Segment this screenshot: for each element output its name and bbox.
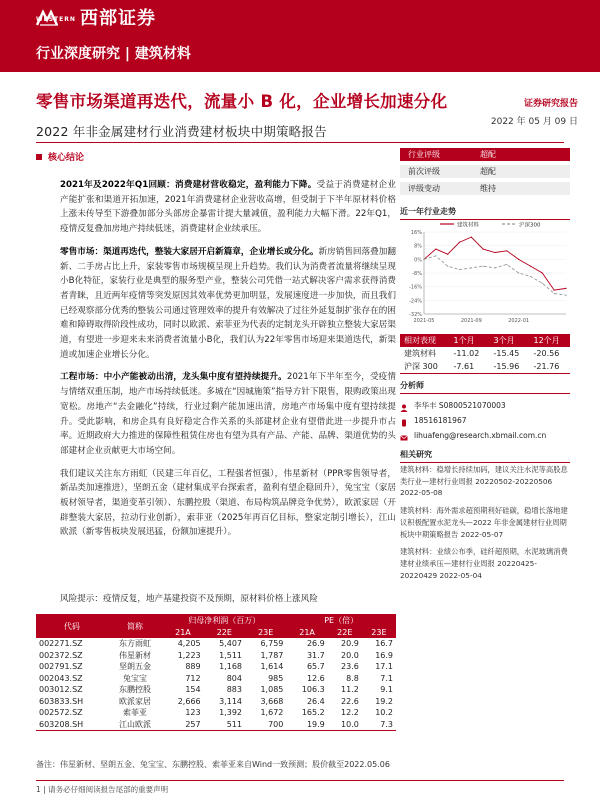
summary-paragraph [60,370,396,458]
table-cell: 兔宝宝 [123,673,148,683]
table-group-header: 归母净利润（百万） [162,614,286,626]
data-point [518,272,519,273]
summary-paragraph [60,178,396,237]
rating-box [400,148,570,195]
paragraph-lead: 2021年及2022年Q1回顾：消费建材营收稳定，盈利能力下降。 [60,180,317,190]
related-item[interactable]: 建筑材料：稳增长持续加码，建议关注水泥等高股息类行业—建材行业周报 20220502-20220506 2022-05-08 [400,465,568,498]
table-cell: 11.2 [341,685,359,695]
brand-english: WESTERN [36,16,76,23]
table-row [36,673,396,685]
series-line-building-materials [424,237,566,290]
rating-value: 维持 [480,184,496,193]
data-point [435,248,436,249]
analyst-phone-row [400,413,570,428]
rating-value: 超配 [480,150,496,159]
page-number: 1 [36,785,41,794]
table-header: 3个月 [490,334,530,347]
analyst-email-row [400,428,570,443]
paragraph-text: 受益于消费建材企业产能扩张和渠道开拓加速，2021年消费建材企业营收高增，但受制于下半年原材料价格上涨未传导至下游叠加部分头部房企暴雷计提大量减值，盈利能力大幅下滑。22年Q1，疫情反复叠加房地产持续低迷，消费建材企业续承压。 [60,180,396,235]
analyst-info [400,398,570,443]
table-header: 12个月 [530,334,571,347]
table-header: 代码 [36,614,108,638]
email-icon [400,432,408,440]
table-header: 22E [204,626,245,638]
paragraph-text: 新房销售回落叠加翻新、二手房占比上升，家装零售市场规模呈现上升趋势。我们认为消费者流量将继续呈现小B化特征，家装行业是典型的服务型产业，整装公司凭借一站式解决客户需求获得消费者青睐，且近两年疫情等突发原因其效率优势更加明显，发展速度进一步加快，而且我们已经观察部分优秀的整装公司通过管理效率的提升有效解决了过往外延复制扩张存在的困难和障碍取得阶段性成功，同时以欧派、索菲亚为代表的定制龙头开辟独立整装大家居渠道，有望进一步迎来未来消费者流量小B化，我们认为22年零售市场迎来渠道迭代，新渠道或加速企业增长分化。 [60,246,396,360]
table-note: 备注：伟星新材、坚朗五金、兔宝宝、东鹏控股、索菲亚来自Wind一致预测；股价截至2022.05.06 [36,760,390,769]
data-point [506,264,507,265]
y-tick-label: 8% [414,243,422,250]
related-item[interactable]: 建筑材料：业绩公布季，硅纤超预期，水泥玻璃消费建材业绩承压—建材行业周报 20220425-20220429 2022-05-04 [400,547,568,580]
rating-value: 超配 [480,167,496,176]
report-date: 2022 年 05 月 09 日 [490,117,578,127]
table-cell: 123 [185,708,201,718]
table-cell: 002372.SZ [39,650,83,660]
table-row [36,684,396,696]
y-tick-label: 16% [410,230,422,236]
table-cell: 9.1 [380,685,393,695]
table-cell: 4,205 [177,639,201,649]
data-point [483,248,484,249]
data-point [435,255,436,256]
series-line-csi300 [424,256,566,295]
table-cell: -20.56 [533,349,560,358]
related-research-list [400,464,570,587]
rating-key: 前次评级 [408,167,440,176]
table-header: 23E [245,626,286,638]
table-cell: 19.9 [286,719,327,731]
table-cell: 索菲亚 [123,708,148,718]
trend-title: 近一年行业走势 [400,206,570,220]
data-point [542,272,543,273]
summary-paragraph [60,467,396,541]
report-category: 行业深度研究 | 建筑材料 [36,46,191,62]
table-cell: 东方雨虹 [119,639,152,649]
analyst-name-row [400,398,570,413]
table-group-header: PE（倍） [286,614,396,626]
risk-warning: 风险提示：疫情反复，地产基建投资不及预期，原材料价格上涨风险 [60,594,318,604]
data-point [447,254,448,255]
brand-chinese: 西部证券 [80,8,156,29]
table-cell: 20.0 [341,650,359,660]
table-cell: -15.45 [493,349,520,358]
table-cell: 26.4 [306,696,325,706]
table-cell: -11.02 [453,349,480,358]
table-cell: 1,672 [260,708,284,718]
related-research-title: 相关研究 [400,449,570,463]
table-row [400,360,570,373]
data-point [459,269,460,270]
table-cell: 003012.SZ [39,685,83,695]
table-row [36,707,396,719]
rating-row [400,148,570,161]
data-point [483,266,484,267]
phone-icon [400,417,408,425]
table-cell: 154 [185,685,201,695]
x-tick-label: 2021-05 [413,318,435,324]
table-cell: 002271.SZ [39,639,83,649]
table-header: 简称 [108,614,162,638]
table-cell: 65.7 [306,662,325,672]
table-cell: 889 [185,662,201,672]
table-row [36,638,396,650]
page-title: 零售市场渠道再迭代，流量小 B 化，企业增长加速分化 [36,92,448,111]
analyst-email[interactable]: lihuafeng@research.xbmail.com.cn [414,431,547,440]
table-cell: 257 [162,719,203,731]
table-row [36,696,396,708]
table-cell: 23.6 [341,662,359,672]
y-tick-label: -32% [409,312,422,318]
analyst-title: 分析师 [400,380,570,394]
table-cell: 10.2 [375,708,393,718]
table-cell: 31.7 [306,650,325,660]
data-point [471,267,472,268]
table-cell: 伟星新材 [119,650,152,660]
table-cell: 1,787 [260,650,284,660]
analyst-phone: 18516181967 [414,416,467,425]
report-subtitle: 2022 年非金属建材行业消费建材板块中期策略报告 [36,124,327,139]
table-cell: 12.6 [306,673,325,683]
data-point [459,242,460,243]
table-cell: 804 [226,673,242,683]
table-cell: 20.9 [341,639,359,649]
y-tick-label: -24% [409,298,422,305]
paragraph-lead: 工程市场：中小产能被动出清，龙头集中度有望持续提升。 [60,372,287,383]
table-cell: 26.9 [306,639,325,649]
divider [36,142,564,143]
core-conclusion-heading [36,150,84,163]
paragraph-text: 我们建议关注东方雨虹（民建三年百亿，工程强者恒强），伟星新材（PPR零售领导者，新品类加速推进），坚朗五金（建材集成平台探索者，盈利有望企稳回升），兔宝宝（家居板材领导者，渠道变革引领）、东鹏控股（渠道、布局构筑品牌竞争优势），欧派家居（开辟整装大家居，拉动行业创新），索菲亚（2025年再百亿目标，整家定制引增长），江山欧派（新零售板块发展迅猛，份额加速提升）。 [60,468,396,538]
table-cell: 16.7 [375,639,393,649]
summary-body [60,178,396,548]
rating-row [400,165,570,178]
page-footer [36,784,168,795]
table-cell: 700 [245,719,286,731]
table-row [400,347,570,360]
data-point [542,283,543,284]
divider [36,780,564,781]
table-cell: 19.2 [375,696,393,706]
table-row [36,650,396,662]
table-header: 相对表现 [400,334,450,347]
y-tick-label: 0% [414,257,422,264]
data-point [423,259,424,260]
table-cell: 建筑材料 [404,349,436,358]
trend-chart-svg [400,218,570,330]
table-cell: 712 [185,673,201,683]
rating-row [400,182,570,195]
table-cell: 1,223 [177,650,201,660]
data-point [530,266,531,267]
table-cell: 17.1 [375,662,393,672]
table-cell: 7.3 [362,719,396,731]
trend-chart [400,218,570,330]
data-point [565,295,566,296]
table-cell: 1,392 [219,708,242,718]
legend-label: 建筑材料 [457,222,480,229]
table-cell: 1,511 [219,650,242,660]
table-cell: 10.0 [328,719,362,731]
data-point [554,293,555,294]
table-cell: 8.8 [346,673,359,683]
table-cell: -7.61 [453,361,475,371]
table-header: 23E [362,626,396,638]
table-cell: 002791.SZ [39,662,83,672]
summary-paragraph [60,245,396,363]
data-point [565,288,566,289]
table-cell: 1,614 [260,662,284,672]
data-point [494,252,495,253]
table-row [36,719,396,731]
data-point [518,259,519,260]
paragraph-lead: 零售市场：渠道再迭代，整装大家居开启新篇章，企业增长或分化。 [60,246,319,257]
table-cell: 511 [204,719,245,731]
data-point [447,266,448,267]
legend-label: 沪深300 [519,222,541,229]
rating-key: 评级变动 [408,184,440,193]
disclaimer-text: | 请务必仔细阅读报告尾部的重要声明 [43,785,169,794]
table-cell: 002043.SZ [39,673,83,683]
table-cell: 12.2 [341,708,359,718]
table-cell: 5,407 [219,639,242,649]
square-bullet-icon [36,154,42,160]
table-cell: -21.76 [533,361,560,371]
y-tick-label: -8% [412,271,422,277]
data-point [530,276,531,277]
data-point [494,267,495,268]
table-header: 1个月 [450,334,490,347]
data-point [506,250,507,251]
data-point [471,237,472,238]
table-row [36,661,396,673]
x-tick-label: 2021-09 [460,318,482,324]
table-cell: 江山欧派 [108,719,162,731]
table-cell: 坚朗五金 [119,662,152,672]
table-cell: 985 [268,673,284,683]
table-cell: 002572.SZ [39,708,83,718]
table-cell: 3,114 [219,696,242,706]
table-cell: 2,666 [177,696,201,706]
table-header: 21A [286,626,327,638]
person-icon [400,402,408,410]
table-cell: 3,668 [260,696,284,706]
table-cell: 603833.SH [39,696,84,706]
table-cell: 1,168 [219,662,242,672]
table-cell: 东鹏控股 [119,685,152,695]
rating-key: 行业评级 [408,150,440,159]
table-cell: 883 [226,685,242,695]
table-cell: 沪深 300 [404,361,438,371]
table-cell: 1,085 [260,685,284,695]
table-header: 22E [328,626,362,638]
table-header: 21A [162,626,203,638]
table-cell: 16.9 [375,650,393,660]
core-conclusion-label: 核心结论 [48,153,85,163]
header-band [0,0,600,72]
stock-forecast-table [36,614,396,731]
data-point [554,289,555,290]
table-cell: 603208.SH [36,719,108,731]
table-cell: 165.2 [301,708,325,718]
performance-table [400,334,570,374]
related-item[interactable]: 建筑材料：海外需求超预期利好硅碳，稳增长落地建议积极配置水泥龙头—2022 年非金属建材行业周期板块中期策略报告 2022-05-07 [400,506,568,539]
table-cell: 欧派家居 [119,696,152,706]
table-cell: 22.6 [341,696,359,706]
x-tick-label: 2022-01 [508,318,530,324]
table-cell: 7.1 [380,673,393,683]
analyst-name: 李华丰 S0800521070003 [414,401,506,410]
table-cell: 106.3 [301,685,325,695]
paragraph-text: 2021年下半年至今，受疫情与情绪双重压制，地产市场持续低迷。多城在“因城施策”指导方针下限售，限购政策出现宽松。房地产“去金融化”持续，行业过剩产能加速出清，房地产市场集中度有望持续提升。受此影响，和房企具有良好稳定合作关系的头部建材企业有望借此进一步提升市占率。近期政府大力推进的保障性租赁住房也有望为具有产品、产能、品牌、渠道优势的头部建材企业贡献更大市场空间。 [60,372,396,456]
y-tick-label: -16% [409,284,422,291]
table-cell: 6,759 [260,639,284,649]
report-tag: 证券研究报告 [523,99,578,109]
table-cell: -15.96 [493,361,520,371]
